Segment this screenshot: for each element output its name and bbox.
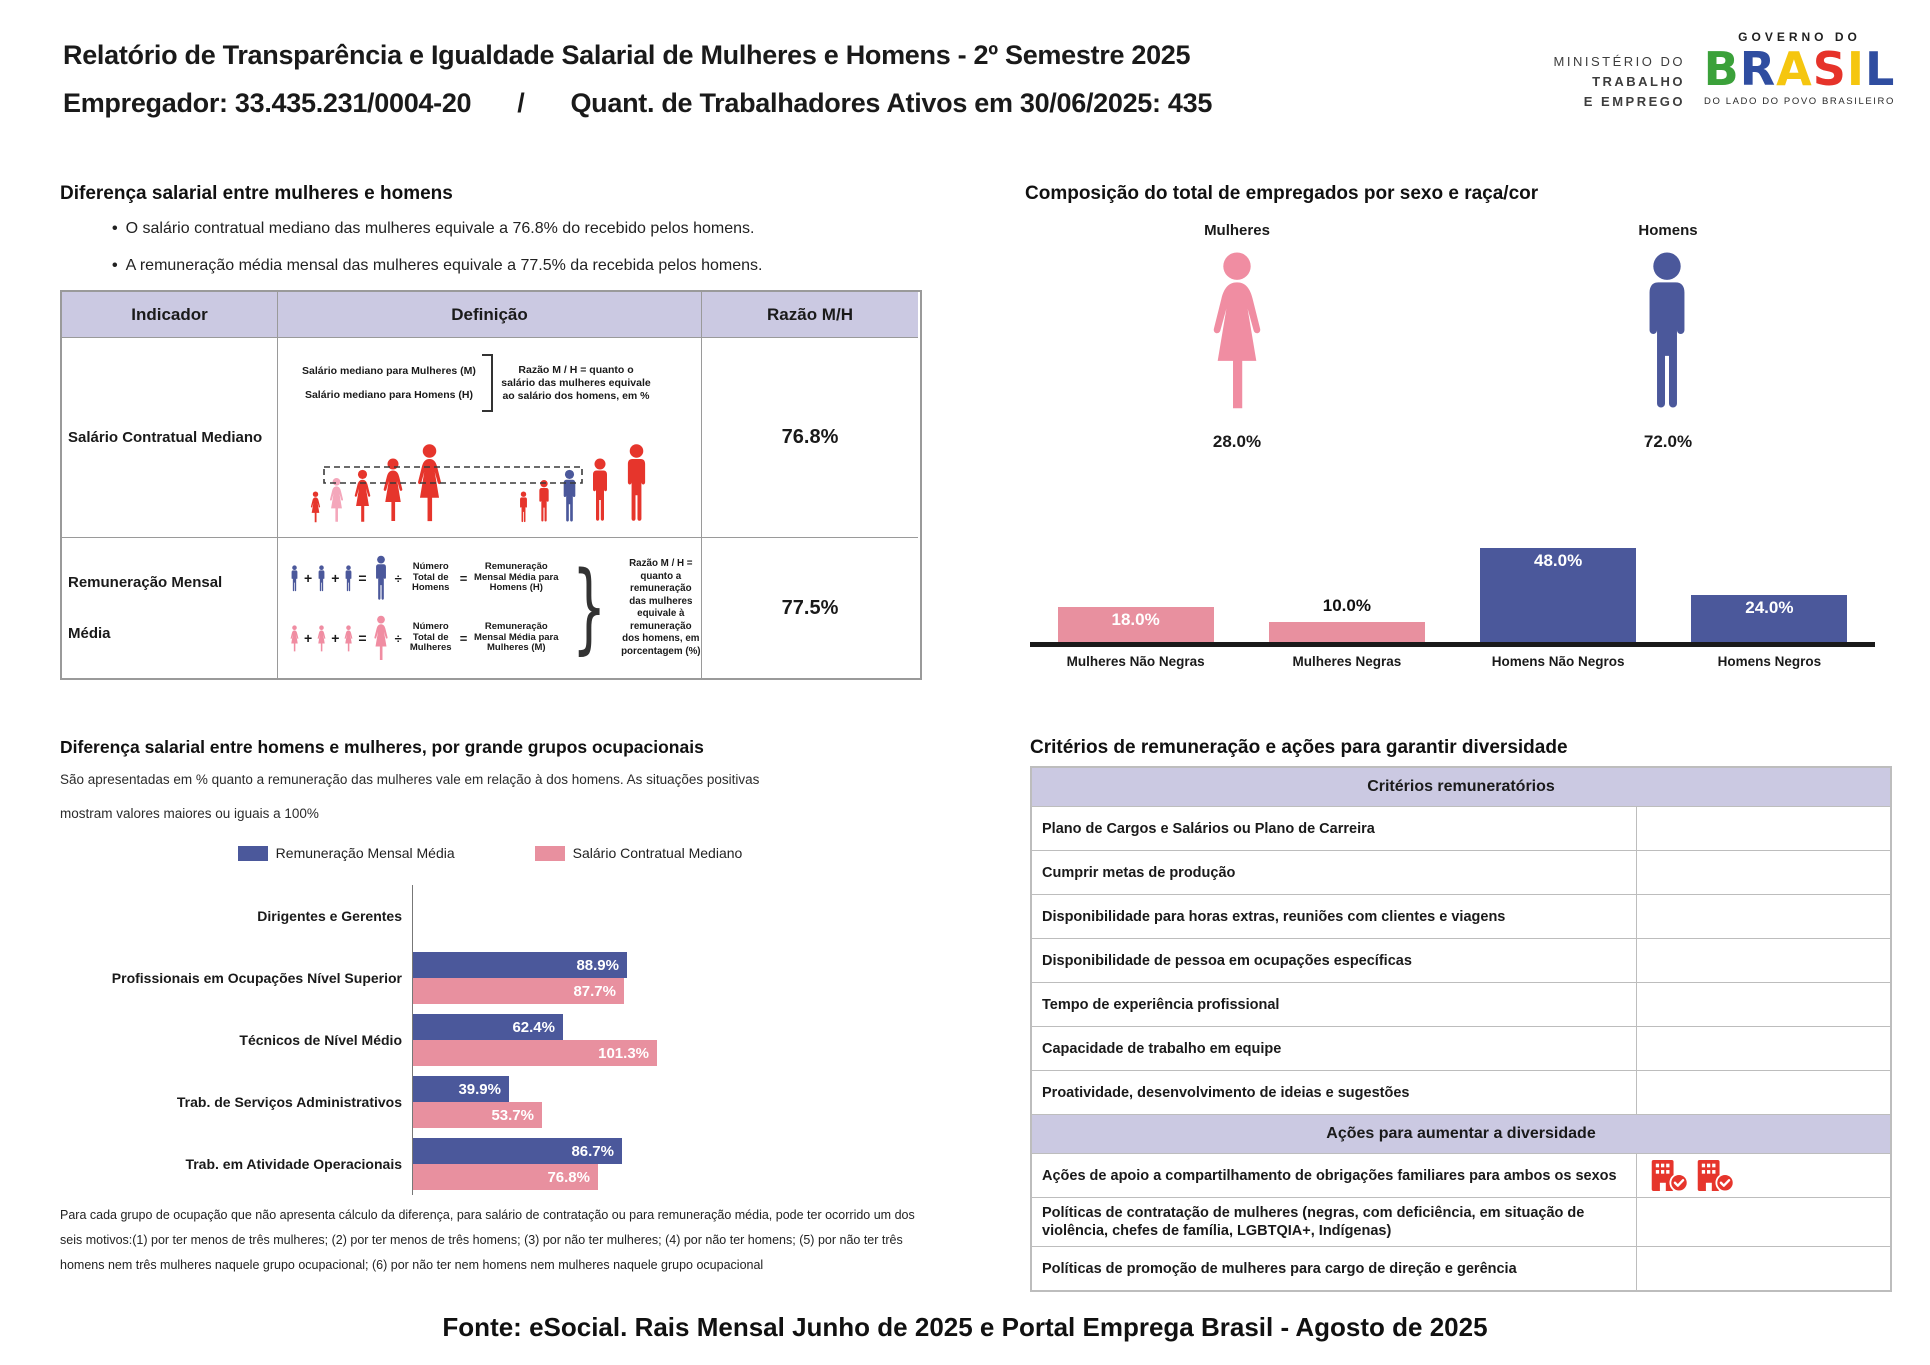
bar-value-label: 76.8%: [547, 1168, 590, 1186]
category-label: Mulheres Negras: [1292, 654, 1402, 669]
bar-value-label: 39.9%: [458, 1080, 501, 1098]
man-icon: [520, 491, 527, 522]
col-header-razao: Razão M/H: [702, 292, 918, 338]
occupation-label: Técnicos de Nível Médio: [239, 1032, 402, 1048]
row2-ratio-note: Razão M / H = quanto a remuneração das mulheres equivale à remuneração dos homens, em porcentagem (%): [621, 558, 701, 657]
median-women-label: Salário mediano para Mulheres (M): [302, 365, 476, 377]
gov-brasil-logo: [1702, 30, 1897, 107]
composition-bar-slot: [1030, 542, 1241, 642]
bar-1: [1058, 607, 1214, 642]
salary-gap-bullet-2: • A remuneração média mensal das mulheres equivale a 77.5% da recebida pelos homens.: [112, 257, 763, 274]
legend-item-blue: Remuneração Mensal Média: [238, 845, 455, 861]
men-average-label: Remuneração Mensal Média para Homens (H): [474, 561, 559, 594]
employer-line: [63, 88, 1212, 119]
bar-remuneracao-media: [412, 1014, 563, 1040]
criteria-item-label: Ações de apoio a compartilhamento de obrigações familiares para ambos os sexos: [1032, 1154, 1637, 1197]
median-woman-icon: [330, 478, 343, 522]
row2-ratio-value: 77.5%: [781, 596, 839, 619]
composition-title: Composição do total de empregados por sexo e raça/cor: [1025, 183, 1539, 204]
brasil-logo-letter: A: [1776, 42, 1813, 96]
occupation-label: Profissionais em Ocupações Nível Superior: [111, 970, 402, 986]
occupation-group: [60, 947, 926, 1009]
male-total-label: Homens: [1638, 222, 1698, 239]
bar-remuneracao-media: [412, 1076, 509, 1102]
criteria-item-label: Cumprir metas de produção: [1032, 851, 1637, 894]
bracket-shape: [482, 354, 493, 412]
separator: /: [517, 88, 525, 118]
criteria-item-value: [1637, 939, 1890, 982]
median-people-illustration: [294, 415, 686, 527]
woman-icon: [384, 459, 403, 522]
bar-remuneracao-media: [412, 952, 627, 978]
category-label: Homens Não Negros: [1491, 654, 1625, 669]
man-icon: [593, 459, 607, 521]
ministry-line2: TRABALHO: [1592, 74, 1685, 89]
bar-salario-mediano: [412, 1164, 598, 1190]
category-label: Mulheres Não Negras: [1066, 654, 1205, 669]
row1-ratio-note: Razão M / H = quanto o salário das mulheres equivale ao salário dos homens, em %: [501, 363, 651, 402]
bar-4: [1691, 595, 1847, 642]
gov-logo-top-text: GOVERNO DO: [1738, 30, 1861, 44]
bar-value-label: 101.3%: [598, 1044, 649, 1062]
female-total-label: Mulheres: [1204, 222, 1270, 239]
criteria-row: [1032, 983, 1890, 1027]
row2-definition: [278, 538, 702, 678]
occupation-label: Dirigentes e Gerentes: [257, 908, 402, 924]
occupational-footnote: Para cada grupo de ocupação que não apresenta cálculo da diferença, para salário de contratação ou para remuneração média, pode ter ocorrido um dos seis motivos:(1) por ter menos de três mulheres; (2) por ter menos de três homens; (3) por não ter mulheres; (4) por não ter homens; (5) por não ter três homens nem três mulheres naquele grupo ocupacional; (6) por não ter nem homens nem mulheres naquele grupo ocupacional: [60, 1208, 915, 1272]
occupational-subtitle-2: mostram valores maiores ou iguais a 100%: [60, 806, 319, 821]
composition-chart: [1030, 542, 1875, 669]
occupation-group: [60, 885, 926, 947]
active-workers: Quant. de Trabalhadores Ativos em 30/06/2025: 435: [570, 88, 1213, 118]
woman-icon: [315, 625, 328, 652]
criteria-item-value: [1637, 807, 1890, 850]
criteria-row: [1032, 895, 1890, 939]
diversity-row: [1032, 1154, 1890, 1198]
bar-3: [1480, 548, 1636, 642]
brasil-logo-letter: I: [1846, 42, 1866, 96]
category-label: Homens Negros: [1717, 654, 1822, 669]
female-total-value: 28.0%: [1212, 432, 1262, 451]
occupational-subtitle-1: São apresentadas em % quanto a remuneração das mulheres vale em relação à dos homens. As situações positivas: [60, 772, 760, 787]
bar-salario-mediano: [412, 1102, 542, 1128]
occupational-title: Diferença salarial entre homens e mulheres, por grande grupos ocupacionais: [60, 737, 704, 757]
bullet-marker: •: [112, 220, 118, 237]
brasil-logo-letter: B: [1703, 42, 1740, 96]
criteria-item-label: Políticas de contratação de mulheres (negras, com deficiência, em situação de violência, chefes de família, LGBTQIA+, Indígenas): [1032, 1198, 1637, 1246]
median-men-label: Salário mediano para Homens (H): [304, 389, 474, 401]
criteria-item-label: Disponibilidade de pessoa em ocupações específicas: [1032, 939, 1637, 982]
composition-categories: [1030, 654, 1875, 669]
bar-value-label: 53.7%: [491, 1106, 534, 1124]
salary-gap-title: Diferença salarial entre mulheres e homens: [60, 183, 453, 204]
man-icon: [315, 565, 328, 592]
occupation-bars: [412, 1138, 622, 1190]
man-icon: [539, 480, 548, 521]
composition-bar-slot: [1241, 542, 1452, 642]
ministry-line3: E EMPREGO: [1583, 94, 1685, 109]
occupation-group: [60, 1009, 926, 1071]
bar-2: [1269, 622, 1425, 642]
women-total-label: Número Total de Mulheres: [409, 621, 452, 654]
criteria-row: [1032, 939, 1890, 983]
building-check-icon: [1649, 1159, 1689, 1192]
row1-indicator: Salário Contratual Mediano: [62, 338, 278, 538]
occupation-bars: [412, 1014, 657, 1066]
gov-logo-tagline: DO LADO DO POVO BRASILEIRO: [1704, 96, 1895, 107]
section-header-acoes: Ações para aumentar a diversidade: [1032, 1115, 1890, 1154]
criteria-item-label: Disponibilidade para horas extras, reuniões com clientes e viagens: [1032, 895, 1637, 938]
men-total-label: Número Total de Homens: [411, 561, 450, 594]
occupation-label: Trab. em Atividade Operacionais: [185, 1156, 402, 1172]
women-average-label: Remuneração Mensal Média para Mulheres (M): [474, 621, 559, 654]
criteria-title: Critérios de remuneração e ações para garantir diversidade: [1030, 737, 1568, 758]
bar-value-label: 10.0%: [1322, 596, 1371, 615]
occupation-group: [60, 1133, 926, 1195]
bar-value-label: 88.9%: [576, 956, 619, 974]
criteria-item-label: Políticas de promoção de mulheres para cargo de direção e gerência: [1032, 1247, 1637, 1290]
row1-definition: [278, 338, 702, 538]
composition-bars: [1030, 542, 1875, 642]
woman-icon: [355, 470, 370, 522]
brace-shape: }: [572, 551, 607, 665]
bar-salario-mediano: [412, 1040, 657, 1066]
employer-id: Empregador: 33.435.231/0004-20: [63, 88, 472, 118]
chart-baseline: [1030, 642, 1875, 647]
man-icon: [628, 444, 645, 521]
pink-swatch: [535, 846, 565, 861]
composition-bar-slot: [1453, 542, 1664, 642]
criteria-item-value: [1637, 1247, 1890, 1290]
occupation-bars: [412, 1076, 542, 1128]
median-man-icon: [564, 470, 576, 522]
woman-icon: [311, 491, 320, 522]
man-icon: [370, 555, 392, 601]
occupation-group: [60, 1071, 926, 1133]
man-icon: [342, 565, 355, 592]
legend-item-pink: Salário Contratual Mediano: [535, 845, 743, 861]
bullet-marker: •: [112, 257, 118, 274]
woman-icon: [370, 615, 392, 661]
criteria-item-value: [1637, 895, 1890, 938]
woman-icon: [288, 625, 301, 652]
criteria-row: [1032, 1071, 1890, 1115]
brasil-logo-letter: S: [1812, 42, 1847, 96]
criteria-item-label: Plano de Cargos e Salários ou Plano de Carreira: [1032, 807, 1637, 850]
bar-value-label: 24.0%: [1745, 598, 1794, 617]
bar-value-label: 18.0%: [1111, 610, 1160, 629]
ministry-logo: [1535, 52, 1685, 112]
female-pictogram: [1198, 250, 1276, 412]
criteria-item-value: [1637, 1071, 1890, 1114]
criteria-item-label: Capacidade de trabalho em equipe: [1032, 1027, 1637, 1070]
criteria-item-value: [1637, 851, 1890, 894]
criteria-row: [1032, 1027, 1890, 1071]
blue-swatch: [238, 846, 268, 861]
source-footer: Fonte: eSocial. Rais Mensal Junho de 2025 e Portal Emprega Brasil - Agosto de 2025: [442, 1312, 1488, 1342]
salary-gap-bullet-1: • O salário contratual mediano das mulheres equivale a 76.8% do recebido pelos homens.: [112, 220, 755, 237]
criteria-table: [1030, 766, 1892, 1292]
women-average-formula: + + = ÷ Número Total de Mulheres = Remuneração Mensal Média para Mulheres (M): [288, 615, 562, 661]
ministry-line1: MINISTÉRIO DO: [1553, 54, 1685, 69]
col-header-indicador: Indicador: [62, 292, 278, 338]
criteria-item-value: [1637, 1154, 1890, 1197]
criteria-item-value: [1637, 1198, 1890, 1246]
men-average-formula: + + = ÷ Número Total de Homens = Remuneração Mensal Média para Homens (H): [288, 555, 562, 601]
male-pictogram: [1628, 250, 1706, 412]
man-icon: [288, 565, 301, 592]
bar-remuneracao-media: [412, 1138, 622, 1164]
criteria-item-value: [1637, 1027, 1890, 1070]
chart-legend: [60, 845, 920, 861]
section-header-criterios: Critérios remuneratórios: [1032, 768, 1890, 807]
bar-value-label: 86.7%: [571, 1142, 614, 1160]
row1-ratio-value: 76.8%: [702, 338, 918, 538]
composition-bar-slot: [1664, 542, 1875, 642]
bar-value-label: 48.0%: [1534, 551, 1583, 570]
col-header-definicao: Definição: [278, 292, 702, 338]
male-total-value: 72.0%: [1643, 432, 1693, 451]
gov-logo-brasil-text: [1702, 44, 1897, 94]
woman-icon: [342, 625, 355, 652]
occupational-chart: [60, 885, 926, 1195]
bar-value-label: 62.4%: [512, 1018, 555, 1036]
bar-value-label: 87.7%: [573, 982, 616, 1000]
building-check-icon: [1695, 1159, 1735, 1192]
criteria-row: [1032, 807, 1890, 851]
bar-salario-mediano: [412, 978, 624, 1004]
criteria-item-label: Tempo de experiência profissional: [1032, 983, 1637, 1026]
brasil-logo-letter: R: [1739, 42, 1777, 96]
row2-indicator: Remuneração Mensal Média: [62, 538, 278, 678]
chart-axis-line: [412, 885, 413, 1195]
diversity-row: [1032, 1198, 1890, 1247]
indicator-table: [60, 290, 922, 680]
occupation-label: Trab. de Serviços Administrativos: [176, 1094, 402, 1110]
diversity-row: [1032, 1247, 1890, 1290]
criteria-item-value: [1637, 983, 1890, 1026]
brasil-logo-letter: L: [1865, 42, 1896, 96]
page-title: Relatório de Transparência e Igualdade Salarial de Mulheres e Homens - 2º Semestre 2025: [63, 40, 1191, 70]
occupation-bars: [412, 952, 627, 1004]
criteria-item-label: Proatividade, desenvolvimento de ideias e sugestões: [1032, 1071, 1637, 1114]
criteria-row: [1032, 851, 1890, 895]
